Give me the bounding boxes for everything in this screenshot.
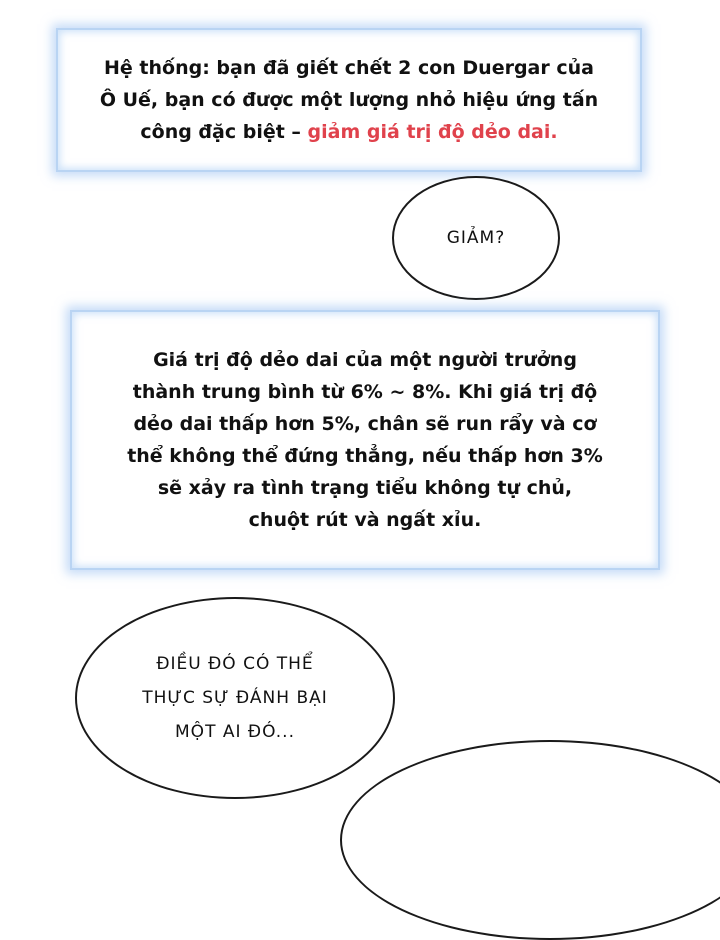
system-message-line: thể không thể đứng thẳng, nếu thấp hơn 3% [127, 445, 603, 467]
speech-bubble-line: MỘT AI ĐÓ... [175, 722, 295, 742]
system-message-line: chuột rút và ngất xỉu. [248, 509, 482, 531]
system-message-box-1 [56, 28, 642, 172]
system-message-text-2 [103, 344, 627, 536]
system-message-line: Hệ thống: bạn đã giết chết 2 con Duergar của [104, 57, 594, 79]
system-message-box-2 [70, 310, 660, 570]
speech-bubble-2 [75, 597, 395, 799]
system-message-line: Giá trị độ dẻo dai của một người trưởng [153, 349, 577, 371]
system-message-line: thành trung bình từ 6% ~ 8%. Khi giá trị độ [132, 381, 598, 403]
system-message-highlight: giảm giá trị độ dẻo dai. [307, 121, 558, 143]
system-message-line: sẽ xảy ra tình trạng tiểu không tự chủ, [157, 477, 573, 499]
speech-bubble-text: GIẢM? [446, 228, 506, 248]
speech-bubble-3-partial [340, 740, 720, 940]
speech-bubble-line: ĐIỀU ĐÓ CÓ THỂ [156, 654, 314, 674]
speech-bubble-line: THỰC SỰ ĐÁNH BẠI [142, 688, 328, 708]
system-message-text-1 [76, 52, 622, 148]
system-message-line-start: công đặc biệt – [140, 121, 308, 143]
system-message-line [100, 116, 598, 148]
speech-bubble-1 [392, 176, 560, 300]
speech-bubble-text [142, 647, 328, 749]
system-message-line: dẻo dai thấp hơn 5%, chân sẽ run rẩy và cơ [133, 413, 597, 435]
system-message-line: Ô Uế, bạn có được một lượng nhỏ hiệu ứng tấn [99, 89, 599, 111]
